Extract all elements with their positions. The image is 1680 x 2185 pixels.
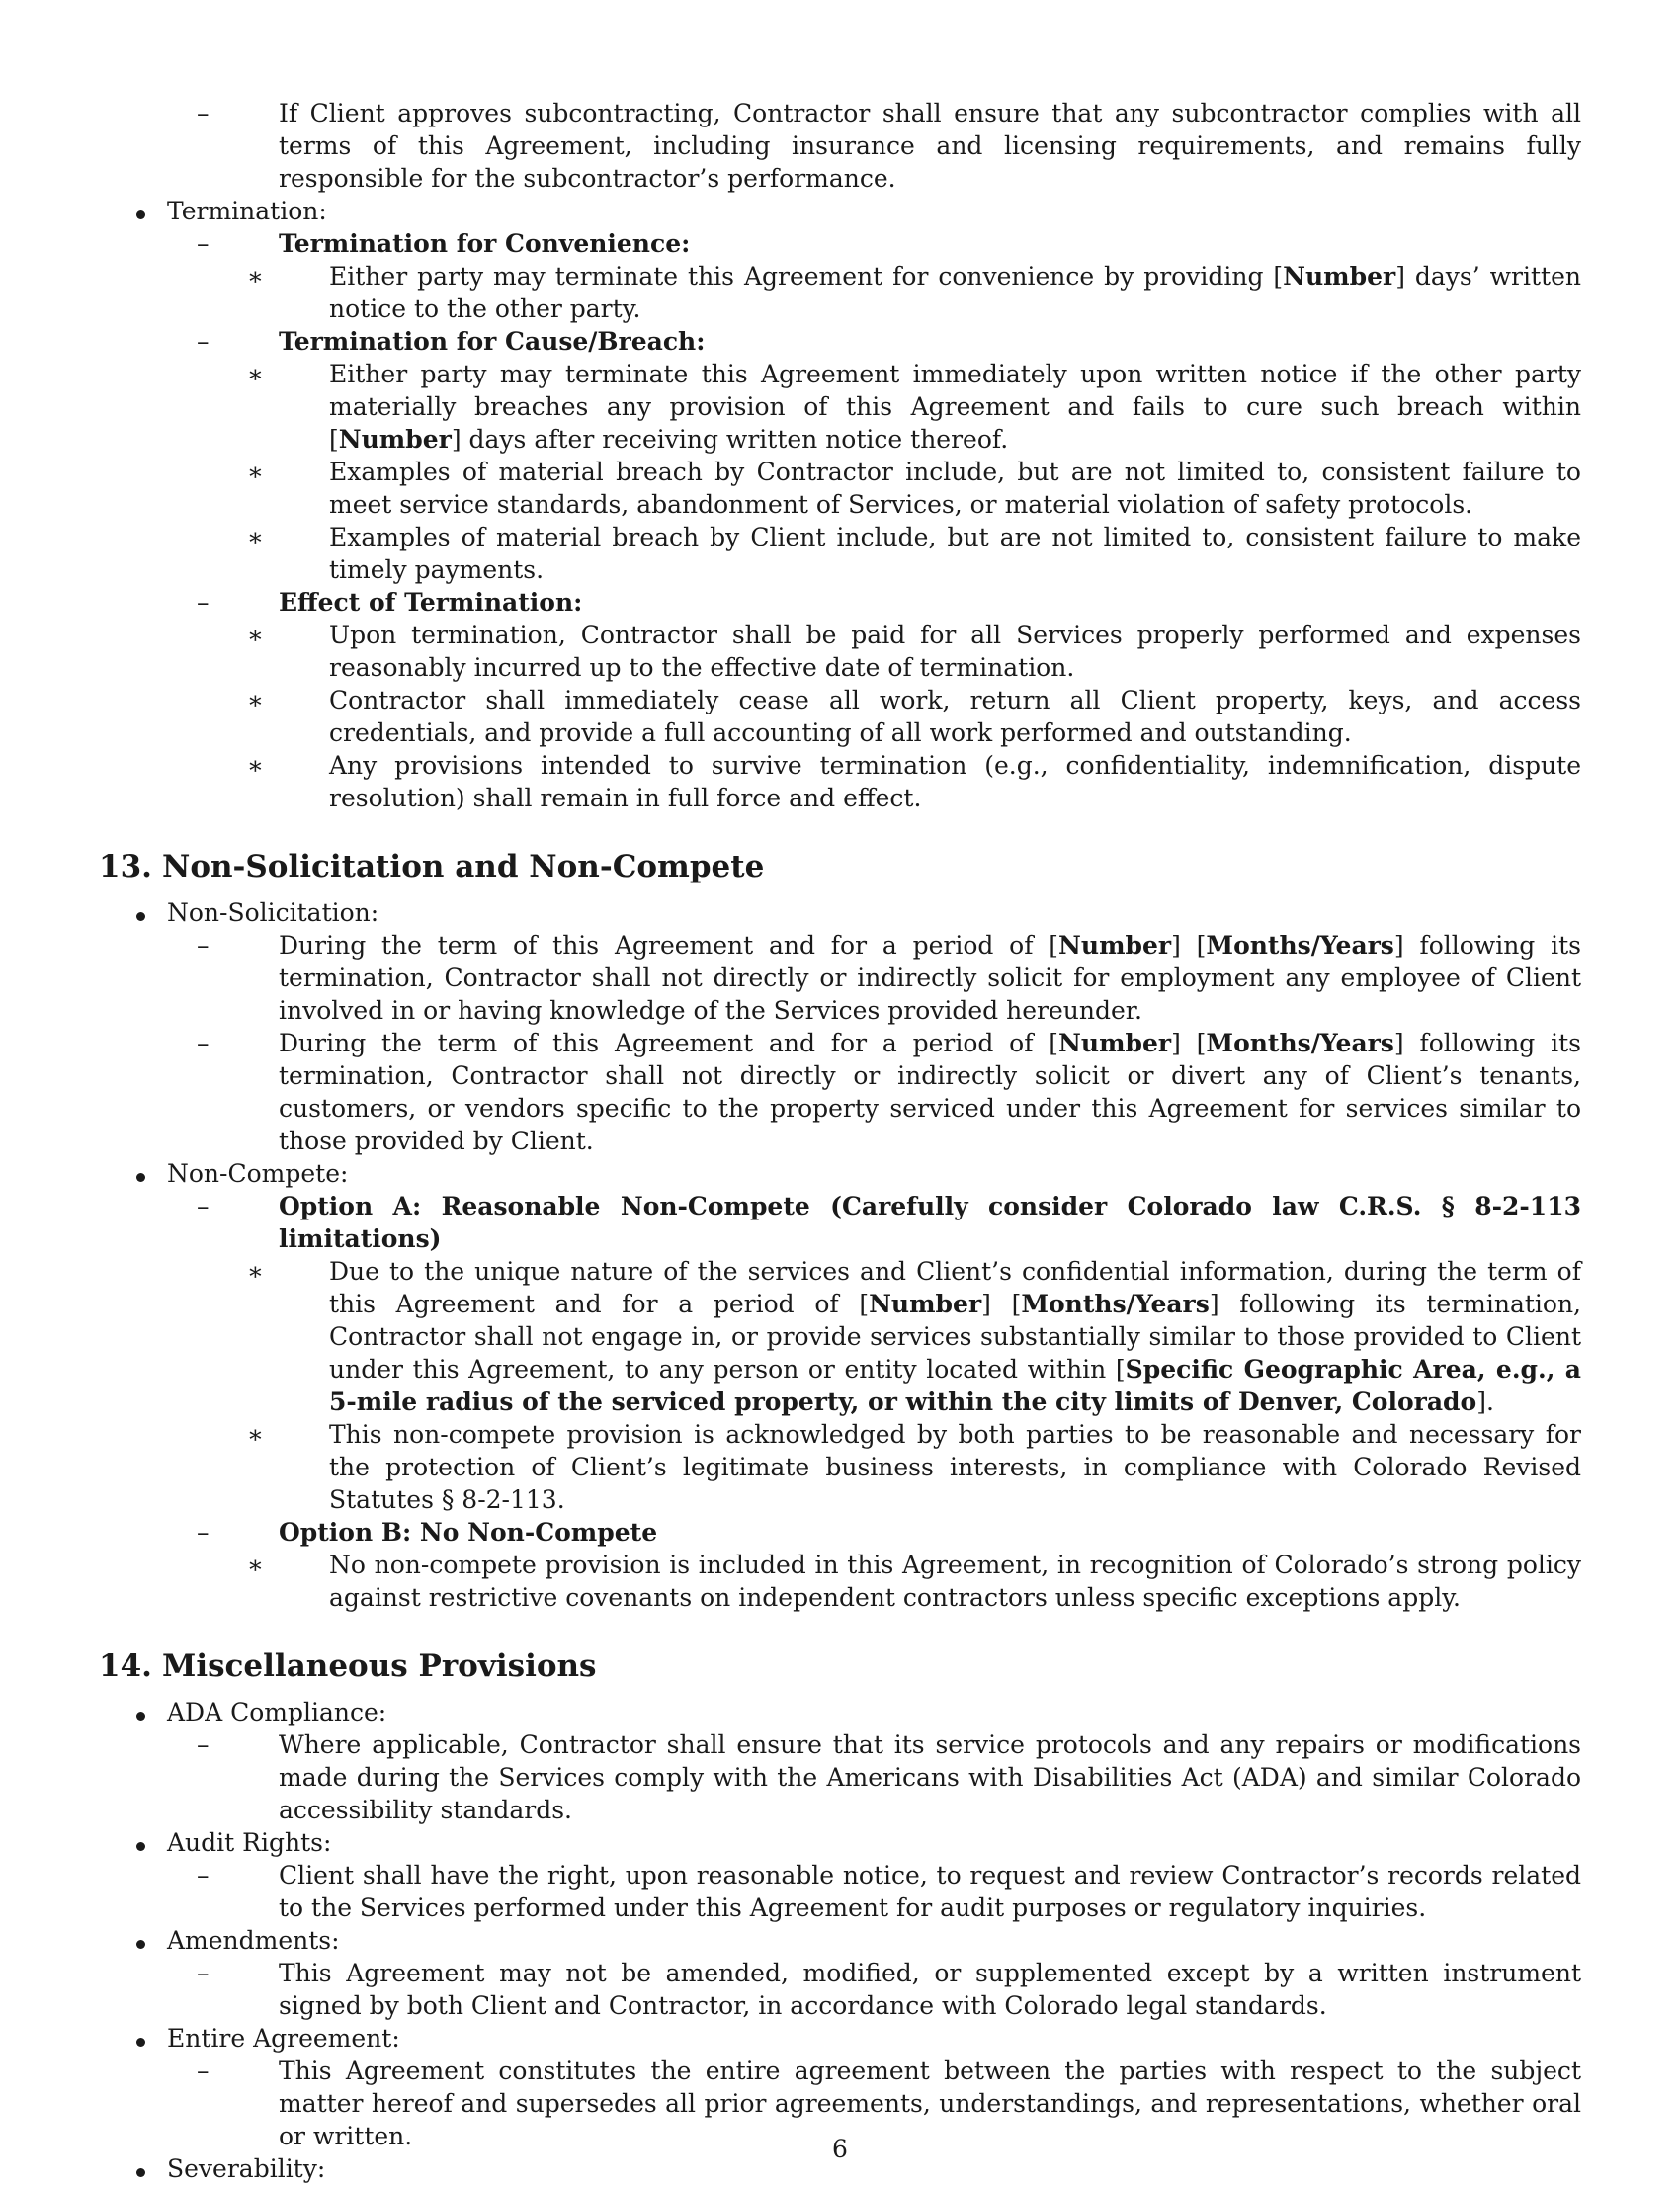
dash-icon: – — [197, 2057, 210, 2085]
dash-item — [99, 1957, 1581, 2022]
star-item — [99, 1255, 1581, 1418]
text-run: Examples of material breach by Client include, but are not limited to, consistent failure to make timely payments. — [329, 523, 1581, 584]
bold-text: Number — [338, 425, 452, 454]
item-text — [99, 1418, 1581, 1516]
star-item — [99, 749, 1581, 814]
item-text — [99, 1957, 1581, 2022]
dash-item — [99, 325, 1581, 358]
item-text — [99, 227, 1581, 260]
bold-text: Termination for Cause/Breach: — [279, 327, 706, 356]
bold-text: Number — [869, 1290, 982, 1318]
star-item — [99, 619, 1581, 684]
dash-item — [99, 97, 1581, 195]
bold-text: Option B: No Non-Compete — [279, 1518, 658, 1547]
asterisk-icon: ∗ — [247, 523, 264, 551]
item-text — [99, 521, 1581, 586]
bold-text: Months/Years — [1206, 931, 1394, 960]
item-text — [99, 619, 1581, 684]
text-run: During the term of this Agreement and for a period of [ — [279, 1029, 1059, 1057]
item-text — [99, 358, 1581, 456]
dash-icon: – — [197, 588, 210, 617]
text-run: ] following its termination, Contractor shall not directly or indirectly solicit or divert any of Client’s tenants, customers, or vendors specific to the property serviced under this Agreement for services similar to those provided by Client. — [279, 1029, 1581, 1155]
section-title: Non-Solicitation and Non-Compete — [162, 849, 765, 884]
bullet-item — [99, 1826, 1581, 1859]
star-item — [99, 521, 1581, 586]
bullet-icon — [136, 1924, 145, 1957]
text-run: Upon termination, Contractor shall be paid for all Services properly performed and expenses reasonably incurred up to the effective date of termination. — [329, 621, 1581, 682]
asterisk-icon: ∗ — [247, 686, 264, 714]
dash-icon: – — [197, 99, 210, 127]
bullet-icon — [136, 195, 145, 227]
bold-text: Specific Geographic Area, e.g., a 5-mile radius of the serviced property, or within the city limits of Denver, Colorado — [329, 1355, 1582, 1416]
dash-icon: – — [197, 1518, 210, 1547]
bullet-item — [99, 1696, 1581, 1728]
bold-text: Months/Years — [1021, 1290, 1210, 1318]
item-text — [99, 2022, 1581, 2055]
bullet-item — [99, 1157, 1581, 1190]
dash-item — [99, 586, 1581, 619]
text-run: Non-Compete: — [167, 1159, 349, 1188]
text-run: Due to the unique nature of the services and Client’s confidential information, during the term of this Agreement and for a period of [ — [329, 1257, 1581, 1318]
bullet-icon — [136, 1696, 145, 1728]
text-run: Non-Solicitation: — [167, 898, 379, 927]
text-run: Either party may terminate this Agreement for convenience by providing [ — [329, 262, 1284, 291]
item-text — [99, 896, 1581, 929]
bold-text: Months/Years — [1206, 1029, 1394, 1057]
item-text — [99, 195, 1581, 227]
section-heading — [99, 847, 1581, 886]
dash-icon: – — [197, 1192, 210, 1220]
star-item — [99, 1549, 1581, 1614]
text-run: Where applicable, Contractor shall ensure that its service protocols and any repairs or modifications made during the Services comply with the Americans with Disabilities Act (ADA) and similar Colorado accessibility standards. — [279, 1730, 1581, 1824]
page-number: 6 — [832, 2135, 848, 2163]
dash-icon: – — [197, 327, 210, 356]
star-item — [99, 684, 1581, 749]
text-run: During the term of this Agreement and for a period of [ — [279, 931, 1059, 960]
item-text — [99, 1255, 1581, 1418]
text-run: Audit Rights: — [167, 1828, 332, 1857]
star-item — [99, 1418, 1581, 1516]
text-run: ] [ — [981, 1290, 1022, 1318]
text-run: ] days after receiving written notice thereof. — [451, 425, 1009, 454]
dash-item — [99, 1516, 1581, 1549]
text-run: Either party may terminate this Agreement immediately upon written notice if the other party materially breaches any provision of this Agreement and fails to cure such breach within [ — [329, 360, 1581, 454]
text-run: ]. — [1476, 1387, 1494, 1416]
bullet-icon — [136, 1157, 145, 1190]
item-text — [99, 1157, 1581, 1190]
dash-icon: – — [197, 1959, 210, 1987]
section-heading — [99, 1646, 1581, 1686]
text-run: ] [ — [1171, 1029, 1207, 1057]
item-text — [99, 456, 1581, 521]
item-text — [99, 1859, 1581, 1924]
bold-text: Number — [1058, 931, 1172, 960]
asterisk-icon: ∗ — [247, 1257, 264, 1286]
asterisk-icon: ∗ — [247, 621, 264, 649]
text-run: ] following its termination, Contractor shall not engage in, or provide services substantially similar to those provided to Client under this Agreement, to any person or entity located within [ — [329, 1290, 1581, 1384]
dash-icon: – — [197, 1861, 210, 1890]
text-run: ] [ — [1171, 931, 1207, 960]
dash-icon: – — [197, 229, 210, 258]
text-run: Termination: — [167, 197, 327, 225]
item-text — [99, 586, 1581, 619]
bullet-item — [99, 195, 1581, 227]
asterisk-icon: ∗ — [247, 458, 264, 486]
section-number: 14. — [99, 1648, 152, 1684]
text-run: Amendments: — [167, 1926, 340, 1955]
dash-item — [99, 929, 1581, 1027]
asterisk-icon: ∗ — [247, 262, 264, 291]
dash-icon: – — [197, 1029, 210, 1057]
text-run: If Client approves subcontracting, Contractor shall ensure that any subcontractor complies with all terms of this Agreement, including insurance and licensing requirements, and remains fully responsible for the subcontractor’s performance. — [279, 99, 1581, 193]
text-run: ] days’ written notice to the other party. — [329, 262, 1581, 323]
item-text — [99, 97, 1581, 195]
dash-icon: – — [197, 931, 210, 960]
item-text — [99, 1516, 1581, 1549]
text-run: Client shall have the right, upon reasonable notice, to request and review Contractor’s records related to the Services performed under this Agreement for audit purposes or regulatory inquiries. — [279, 1861, 1581, 1922]
text-run: Any provisions intended to survive termination (e.g., confidentiality, indemnification, dispute resolution) shall remain in full force and effect. — [329, 751, 1581, 812]
asterisk-icon: ∗ — [247, 360, 264, 388]
document-body — [99, 97, 1581, 2185]
dash-icon: – — [197, 1730, 210, 1759]
bold-text: Effect of Termination: — [279, 588, 583, 617]
text-run: This Agreement constitutes the entire agreement between the parties with respect to the subject matter hereof and supersedes all prior agreements, understandings, and representations, whether oral or written. — [279, 2057, 1581, 2150]
bullet-item — [99, 2022, 1581, 2055]
star-item — [99, 260, 1581, 325]
text-run: This Agreement may not be amended, modified, or supplemented except by a written instrument signed by both Client and Contractor, in accordance with Colorado legal standards. — [279, 1959, 1581, 2020]
asterisk-icon: ∗ — [247, 1551, 264, 1579]
bullet-item — [99, 1924, 1581, 1957]
item-text — [99, 1549, 1581, 1614]
item-text — [99, 260, 1581, 325]
text-run: ADA Compliance: — [167, 1698, 387, 1726]
bullet-icon — [136, 2022, 145, 2055]
bullet-item — [99, 896, 1581, 929]
item-text — [99, 749, 1581, 814]
item-text — [99, 684, 1581, 749]
item-text — [99, 1027, 1581, 1157]
item-text — [99, 929, 1581, 1027]
bullet-icon — [136, 896, 145, 929]
star-item — [99, 358, 1581, 456]
dash-item — [99, 1190, 1581, 1255]
text-run: Entire Agreement: — [167, 2024, 400, 2053]
text-run: No non-compete provision is included in this Agreement, in recognition of Colorado’s strong policy against restrictive covenants on independent contractors unless specific exceptions apply. — [329, 1551, 1581, 1612]
item-text — [99, 1190, 1581, 1255]
section-number: 13. — [99, 849, 152, 884]
item-text — [99, 1728, 1581, 1826]
bold-text: Number — [1283, 262, 1396, 291]
dash-item — [99, 1728, 1581, 1826]
dash-item — [99, 1027, 1581, 1157]
text-run: ] following its termination, Contractor shall not directly or indirectly solicit for employment any employee of Client involved in or having knowledge of the Services provided hereunder. — [279, 931, 1581, 1025]
bold-text: Termination for Convenience: — [279, 229, 691, 258]
dash-item — [99, 1859, 1581, 1924]
item-text — [99, 325, 1581, 358]
item-text — [99, 1696, 1581, 1728]
dash-item — [99, 227, 1581, 260]
asterisk-icon: ∗ — [247, 1420, 264, 1449]
section-title: Miscellaneous Provisions — [162, 1648, 597, 1684]
star-item — [99, 456, 1581, 521]
text-run: Severability: — [167, 2154, 326, 2183]
bold-text: Option A: Reasonable Non-Compete (Carefully consider Colorado law C.R.S. § 8-2-113 limitations) — [279, 1192, 1581, 1253]
item-text — [99, 1826, 1581, 1859]
bullet-icon — [136, 1826, 145, 1859]
text-run: Contractor shall immediately cease all work, return all Client property, keys, and access credentials, and provide a full accounting of all work performed and outstanding. — [329, 686, 1581, 747]
bold-text: Number — [1058, 1029, 1172, 1057]
text-run: This non-compete provision is acknowledged by both parties to be reasonable and necessary for the protection of Client’s legitimate business interests, in compliance with Colorado Revised Statutes § 8-2-113. — [329, 1420, 1581, 1514]
item-text — [99, 1924, 1581, 1957]
asterisk-icon: ∗ — [247, 751, 264, 780]
text-run: Examples of material breach by Contractor include, but are not limited to, consistent failure to meet service standards, abandonment of Services, or material violation of safety protocols. — [329, 458, 1581, 519]
